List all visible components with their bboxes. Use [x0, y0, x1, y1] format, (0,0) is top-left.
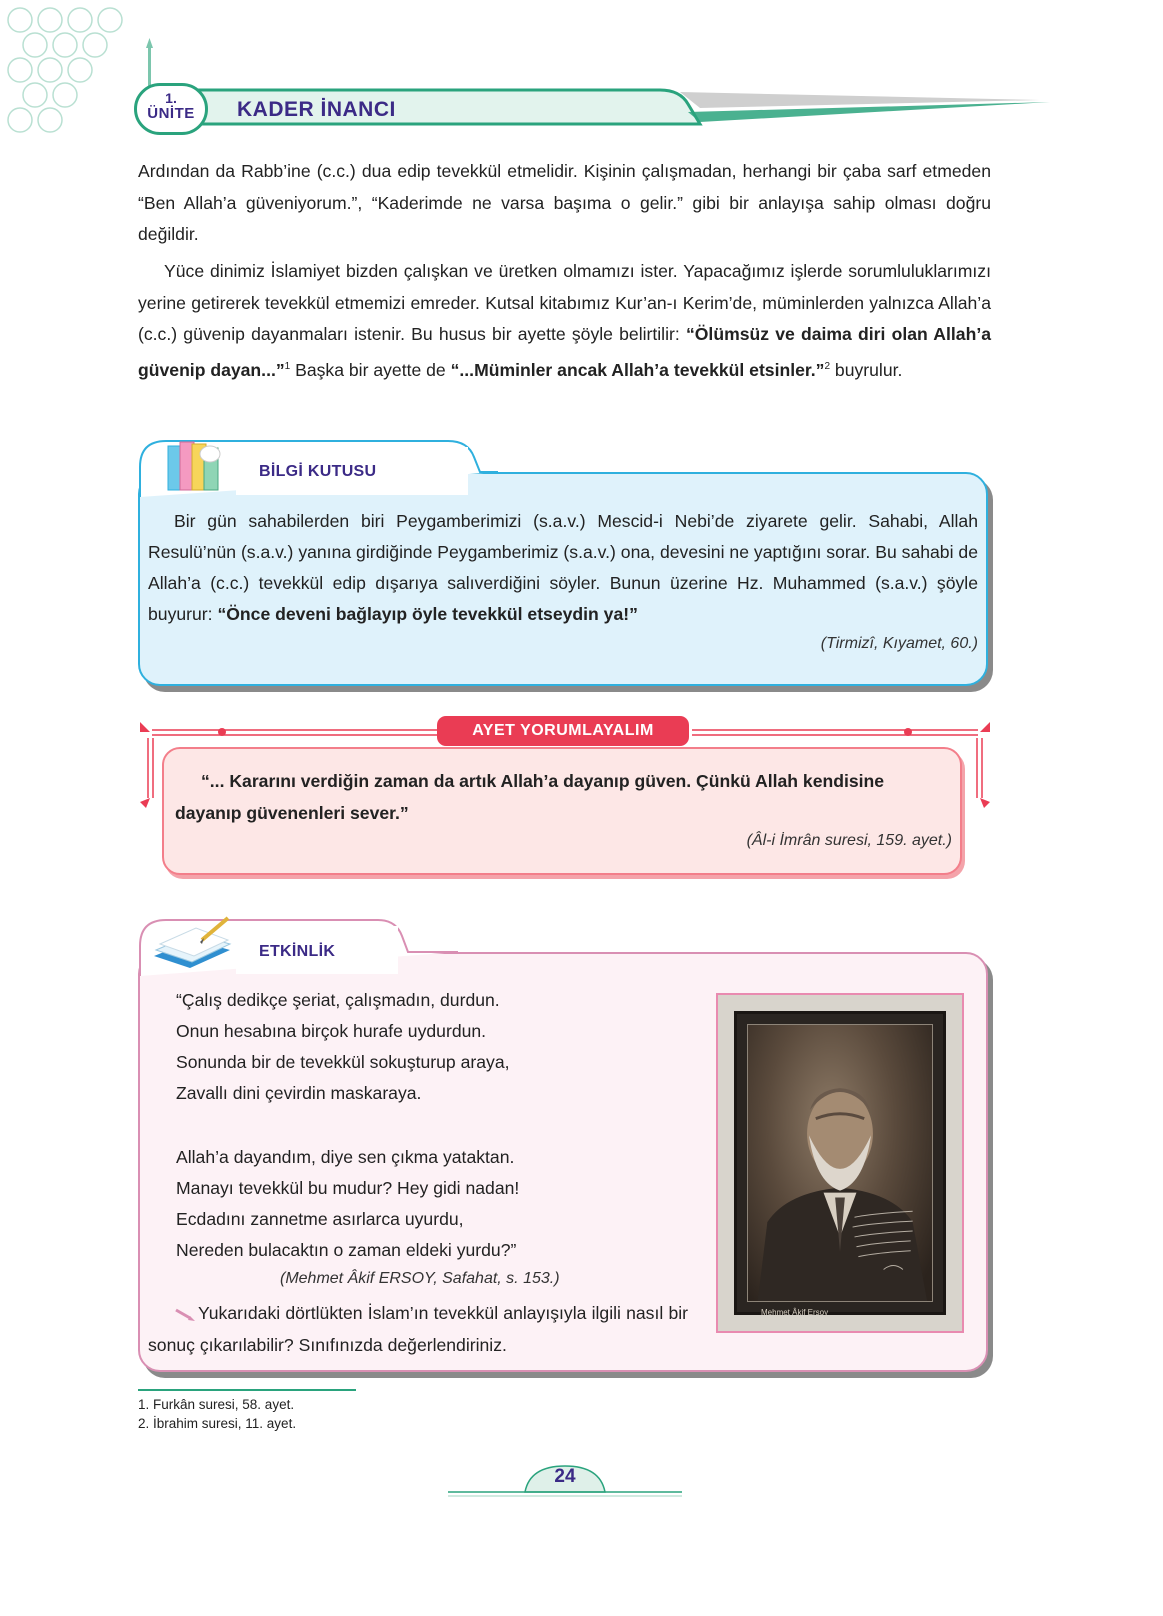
verse-source: (Âl-i İmrân suresi, 159. ayet.): [746, 832, 952, 849]
activity-question-text: Yukarıdaki dörtlükten İslam’ın tevekkül anlayışıyla ilgili nasıl bir sonuç çıkarılabilir? Sınıfınızda değerlendiriniz.: [148, 1303, 688, 1355]
portrait-mat: [734, 1011, 946, 1315]
paragraph-2-mid: Başka bir ayette de: [290, 359, 451, 380]
verse-text: “... Kararını verdiğin zaman da artık Allah’a dayanıp güven. Çünkü Allah kendisine dayanıp güvenenleri sever.”: [175, 771, 885, 823]
info-box-source: (Tirmizî, Kıyamet, 60.): [820, 635, 978, 652]
footnote-ref-2: 2: [824, 360, 831, 372]
portrait-photo: [747, 1024, 933, 1302]
unit-title: KADER İNANCI: [237, 98, 396, 121]
page-number: 24: [554, 1466, 576, 1487]
poem-stanza-2: [176, 1142, 696, 1266]
info-box-story: Bir gün sahabilerden biri Peygamberimizi (s.a.v.) Mescid-i Nebi’de ziyarete gelir. Sahabi, Allah Resulü’nün (s.a.v.) yanına girdiğinde Peygamberimiz (s.a.v.) ona, devesini ne yaptığını sorar. Bu sahabi de Allah’a (c.c.) tevekkül edip dışarıya salıverdiğini söyler. Bunun üzerine Hz. Muhammed (s.a.v.) şöyle buyurur:: [148, 511, 978, 624]
pencil-icon: [174, 1308, 196, 1322]
poem-line: Sonunda bir de tevekkül sokuşturup araya,: [176, 1052, 510, 1072]
portrait-caption: Mehmet Âkif Ersoy: [761, 1308, 829, 1317]
footnote-ref-1: 1: [284, 360, 291, 372]
body-paragraph-2: [138, 256, 991, 386]
unit-number: 1.: [165, 90, 177, 106]
activity-question: [148, 1297, 688, 1361]
info-box-title: BİLGİ KUTUSU: [259, 463, 377, 480]
poem-stanza-1: [176, 985, 696, 1109]
body-paragraph-1: Ardından da Rabb’ine (c.c.) dua edip tevekkül etmelidir. Kişinin çalışmadan, herhangi bir çaba sarf etmeden “Ben Allah’a güveniyorum.”, “Kaderimde ne varsa başıma o gelir.” gibi bir anlayışa sahip olması doğru değildir.: [138, 161, 991, 244]
poem-source: (Mehmet Âkif ERSOY, Safahat, s. 153.): [280, 1270, 560, 1287]
poem-line: Manayı tevekkül bu mudur? Hey gidi nadan!: [176, 1178, 520, 1198]
info-box-quote: “Önce deveni bağlayıp öyle tevekkül etseydin ya!”: [217, 604, 638, 624]
verse-box-label: AYET YORUMLAYALIM: [437, 716, 689, 746]
paragraph-2-intro: Yüce dinimiz İslamiyet bizden çalışkan ve üretken olmamızı ister. Yapacağımız işlerde sorumluluklarımızı yerine getirerek tevekkül etmemizi emreder. Kutsal kitabımız Kur’an-ı Kerim’de, müminlerden yalnızca Allah’a (c.c.) güvenip dayanmaları istenir. Bu husus bir ayette şöyle belirtilir:: [138, 261, 991, 344]
activity-title: ETKİNLİK: [259, 943, 336, 960]
info-box-text: [148, 506, 978, 630]
poem-line: Zavallı dini çevirdin maskaraya.: [176, 1083, 422, 1103]
poem-line: Nereden bulacaktın o zaman eldeki yurdu?”: [176, 1240, 517, 1260]
footnote-divider: [138, 1389, 356, 1391]
verse-quote-1: “Ölümsüz ve daima diri olan Allah’a güvenip dayan...”: [138, 324, 991, 380]
books-icon: [160, 428, 228, 496]
paragraph-2-end: buyrulur.: [830, 359, 903, 380]
portrait-frame: [716, 993, 964, 1333]
unit-word: ÜNİTE: [147, 105, 195, 122]
unit-badge: [134, 83, 208, 135]
notebook-icon: [150, 910, 234, 974]
poem-line: Allah’a dayandım, diye sen çıkma yataktan.: [176, 1147, 515, 1167]
portrait-figure: [748, 1025, 932, 1301]
poem-line: Ecdadını zannetme asırlarca uyurdu,: [176, 1209, 464, 1229]
poem-line: Onun hesabına birçok hurafe uydurdun.: [176, 1021, 487, 1041]
verse-quote-2: “...Müminler ancak Allah’a tevekkül etsinler.”: [450, 359, 825, 380]
footnote-1: 1. Furkân suresi, 58. ayet.: [138, 1397, 295, 1412]
poem-line: “Çalış dedikçe şeriat, çalışmadın, durdun.: [176, 990, 500, 1010]
footnote-2: 2. İbrahim suresi, 11. ayet.: [138, 1416, 297, 1431]
